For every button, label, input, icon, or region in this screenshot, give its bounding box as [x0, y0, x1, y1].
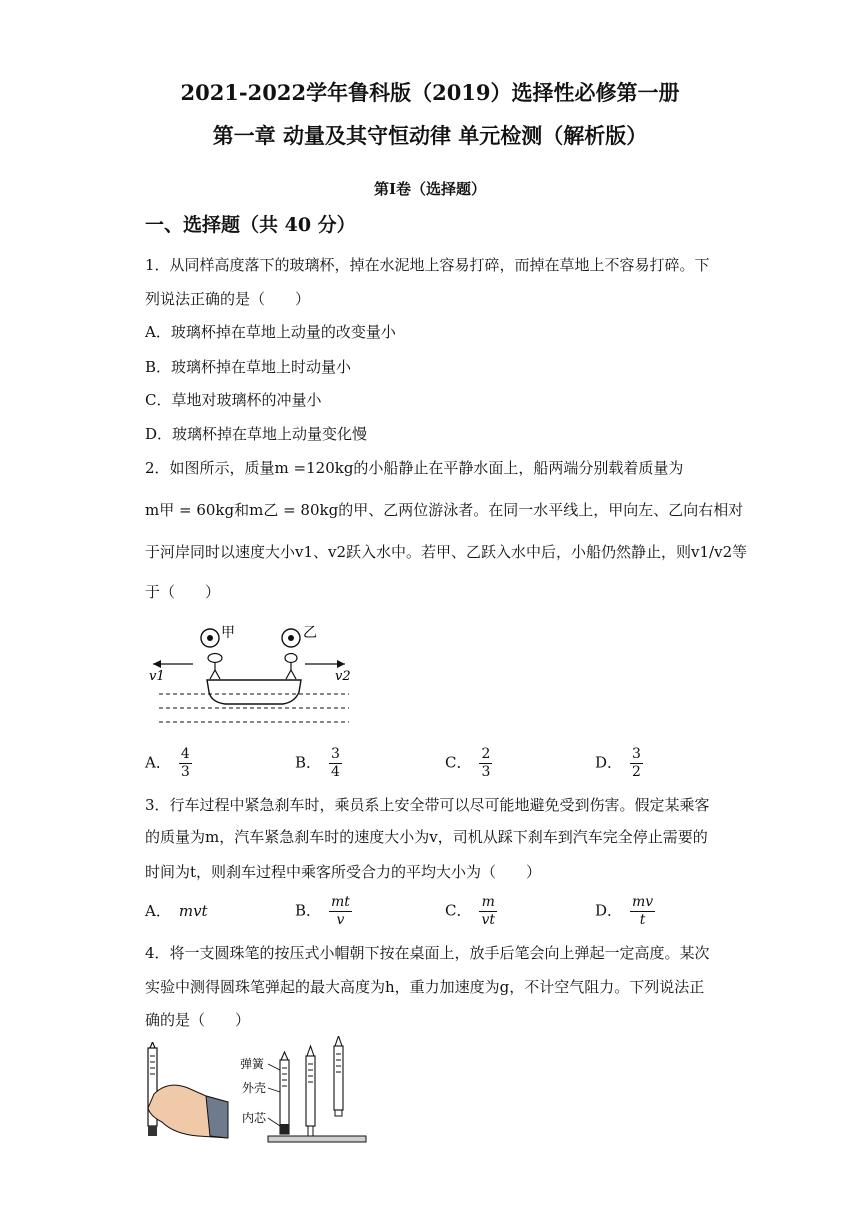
- q3-option-b: B． $\frac{mt}{v}$: [295, 894, 350, 928]
- q4-stem-line2: 实验中测得圆珠笔弹起的最大高度为h，重力加速度为g，不计空气阻力。下列说法正: [145, 978, 705, 996]
- q1-option-c: C．草地对玻璃杯的冲量小: [145, 391, 322, 409]
- q3-option-a: A． mvt: [145, 902, 208, 920]
- label-shell: 外壳: [242, 1081, 267, 1095]
- q2-stem-line2: m甲 = 60kg和m乙 = 80kg的甲、乙两位游泳者。在同一水平线上，甲向左、乙向右相对: [145, 501, 744, 519]
- label-spring: 弹簧: [240, 1057, 265, 1071]
- q1-stem-line1: 1．从同样高度落下的玻璃杯，掉在水泥地上容易打碎，而掉在草地上不容易打碎。下: [145, 256, 710, 274]
- volume-heading: 第Ⅰ卷（选择题）: [373, 180, 487, 198]
- q1-option-b: B．玻璃杯掉在草地上时动量小: [145, 358, 352, 376]
- q3-stem-line2: 的质量为m，汽车紧急刹车时的速度大小为v，司机从踩下刹车到汽车完全停止需要的: [145, 828, 708, 846]
- label-v2: v2: [335, 669, 351, 684]
- q2-option-b: B． $\frac{3}{4}$: [295, 746, 340, 780]
- q1-stem-line2: 列说法正确的是（ ）: [145, 290, 311, 308]
- q2-stem-line3: 于河岸同时以速度大小v1、v2跃入水中。若甲、乙跃入水中后，小船仍然静止，则v1/v2等: [145, 543, 748, 561]
- q3-stem-line3: 时间为t，则刹车过程中乘客所受合力的平均大小为（ ）: [145, 863, 542, 881]
- doc-title-line1: 2021-2022学年鲁科版（2019）选择性必修第一册: [180, 80, 680, 105]
- label-core: 内芯: [242, 1111, 267, 1125]
- q2-stem-line1: 2．如图所示，质量m =120kg的小船静止在平静水面上，船两端分别载着质量为: [145, 459, 684, 477]
- q2-option-c: C． $\frac{2}{3}$: [445, 746, 491, 780]
- label-v1: v1: [149, 669, 165, 684]
- q2-boat-figure: [145, 622, 355, 727]
- q1-option-a: A．玻璃杯掉在草地上动量的改变量小: [145, 323, 396, 341]
- doc-title-line2: 第一章 动量及其守恒动律 单元检测（解析版）: [212, 123, 648, 148]
- q4-pens-figure: [240, 1036, 370, 1146]
- q2-stem-line4: 于（ ）: [145, 583, 221, 601]
- q3-option-c: C． $\frac{m}{vt}$: [445, 894, 496, 928]
- q4-stem-line1: 4．将一支圆珠笔的按压式小帽朝下按在桌面上，放手后笔会向上弹起一定高度。某次: [145, 944, 710, 962]
- q2-option-d: D． $\frac{3}{2}$: [595, 746, 641, 780]
- q3-stem-line1: 3．行车过程中紧急刹车时，乘员系上安全带可以尽可能地避免受到伤害。假定某乘客: [145, 796, 710, 814]
- q1-option-d: D．玻璃杯掉在草地上动量变化慢: [145, 425, 368, 443]
- q3-option-d: D． $\frac{mv}{t}$: [595, 894, 654, 928]
- q2-option-a: A． $\frac{4}{3}$: [145, 746, 190, 780]
- label-yi: 乙: [303, 625, 317, 641]
- q4-stem-line3: 确的是（ ）: [145, 1011, 251, 1029]
- section-heading: 一、选择题（共 40 分）: [145, 214, 356, 236]
- q4-hand-pen-figure: [140, 1042, 230, 1142]
- label-jia: 甲: [221, 625, 235, 641]
